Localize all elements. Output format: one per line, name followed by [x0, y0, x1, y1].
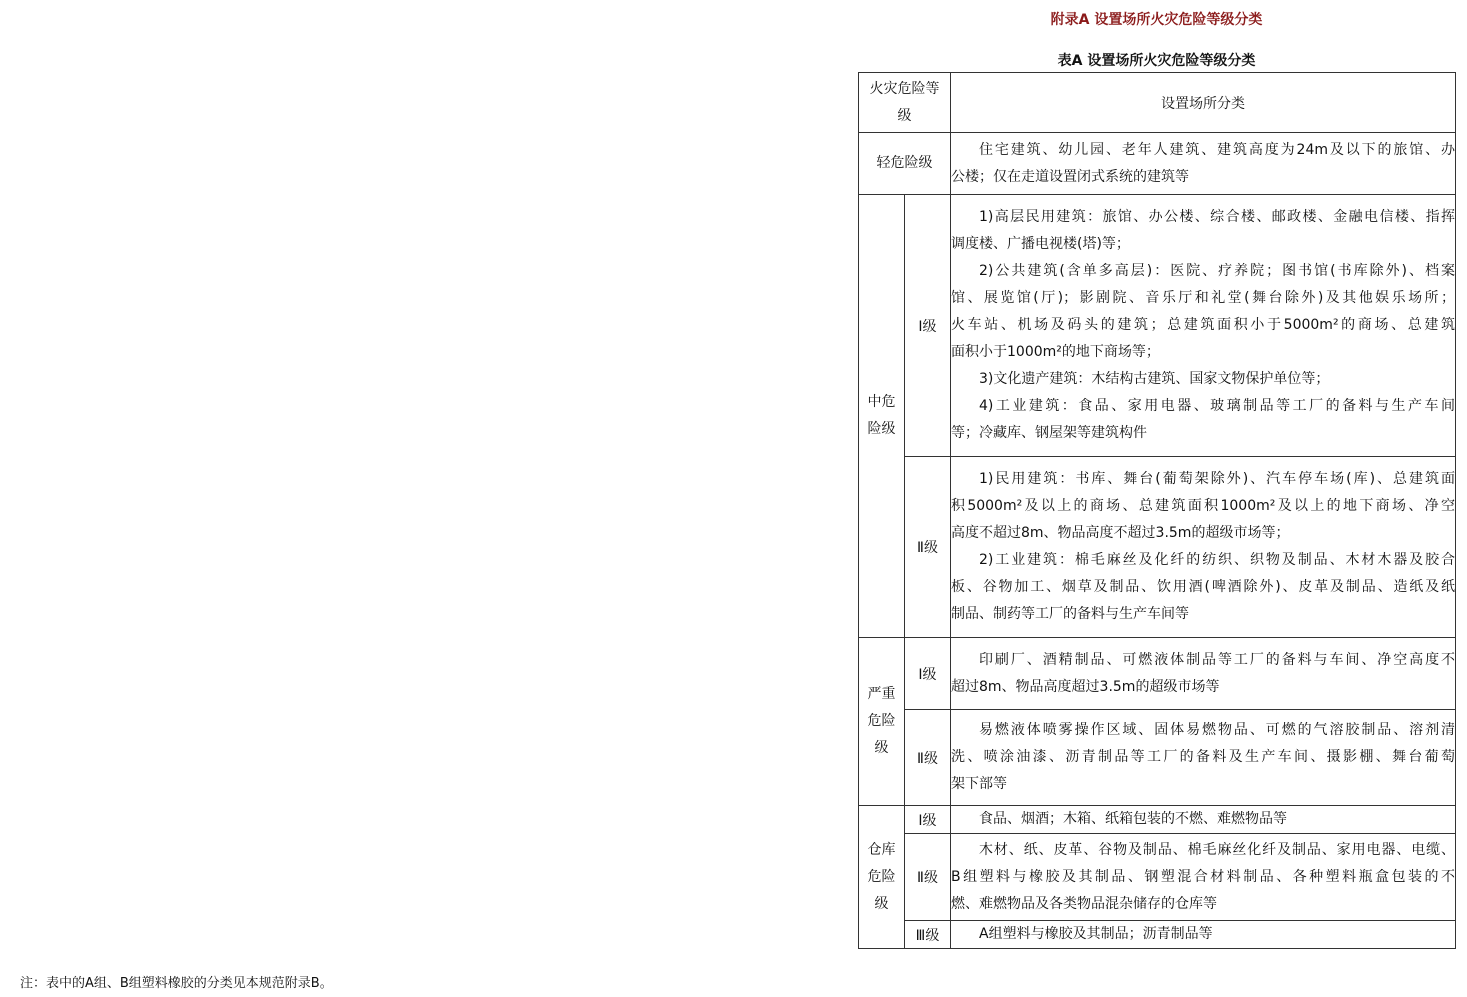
desc-line: 2)公共建筑(含单多高层)：医院、疗养院；图书馆(书库除外)、档案 [979, 263, 1455, 279]
desc-line: 燃、难燃物品及各类物品混杂储存的仓库等 [951, 895, 1217, 912]
level-medium: 中危险级 [859, 195, 905, 638]
desc-line: 馆、展览馆(厅)；影剧院、音乐厅和礼堂(舞台除外)及其他娱乐场所； [951, 290, 1455, 306]
header-classification: 设置场所分类 [951, 73, 1456, 133]
hazard-classification-table [858, 72, 1456, 949]
desc-line: 架下部等 [951, 776, 1007, 792]
table-header-row [859, 73, 1456, 133]
desc-severe-1 [951, 638, 1456, 710]
desc-warehouse-3 [951, 921, 1456, 949]
desc-warehouse-1 [951, 806, 1456, 834]
desc-warehouse-2 [951, 834, 1456, 921]
desc-line: 1)高层民用建筑：旅馆、办公楼、综合楼、邮政楼、金融电信楼、指挥 [979, 209, 1455, 225]
desc-line: 等；冷藏库、钢屋架等建筑构件 [951, 425, 1147, 441]
desc-line: 木材、纸、皮革、谷物及制品、棉毛麻丝化纤及制品、家用电器、电缆、 [979, 841, 1455, 858]
table-caption: 表A 设置场所火灾危险等级分类 [1057, 53, 1256, 69]
level-severe: 严重危险级 [859, 638, 905, 806]
header-level: 火灾危险等级 [859, 73, 951, 133]
table-row [859, 133, 1456, 195]
sub-warehouse-3: Ⅲ级 [905, 921, 951, 949]
desc-line: 板、谷物加工、烟草及制品、饮用酒(啤酒除外)、皮革及制品、造纸及纸 [951, 579, 1455, 595]
desc-medium-1 [951, 195, 1456, 457]
table-row [859, 457, 1456, 638]
desc-line: 调度楼、广播电视楼(塔)等； [951, 236, 1130, 252]
sub-medium-1: Ⅰ级 [905, 195, 951, 457]
desc-line: 火车站、机场及码头的建筑；总建筑面积小于5000m²的商场、总建筑 [951, 317, 1455, 333]
desc-line: 易燃液体喷雾操作区域、固体易燃物品、可燃的气溶胶制品、溶剂清 [979, 722, 1455, 738]
footnote: 注：表中的A组、B组塑料橡胶的分类见本规范附录B。 [20, 976, 333, 991]
desc-line: 制品、制药等工厂的备料与生产车间等 [951, 606, 1189, 622]
desc-line: 印刷厂、酒精制品、可燃液体制品等工厂的备料与车间、净空高度不 [979, 651, 1455, 668]
sub-severe-1: Ⅰ级 [905, 638, 951, 710]
desc-line: 高度不超过8m、物品高度不超过3.5m的超级市场等； [951, 525, 1290, 541]
table-row [859, 638, 1456, 710]
sub-medium-2: Ⅱ级 [905, 457, 951, 638]
desc-line: 食品、烟酒；木箱、纸箱包装的不燃、难燃物品等 [979, 811, 1287, 827]
sub-warehouse-1: Ⅰ级 [905, 806, 951, 834]
sub-severe-2: Ⅱ级 [905, 710, 951, 806]
desc-line: 洗、喷涂油漆、沥青制品等工厂的备料及生产车间、摄影棚、舞台葡萄 [951, 749, 1455, 765]
desc-line: 面积小于1000m²的地下商场等； [951, 344, 1160, 360]
desc-line: 公楼；仅在走道设置闭式系统的建筑等 [951, 168, 1189, 185]
desc-line: 3)文化遗产建筑：木结构古建筑、国家文物保护单位等； [979, 371, 1330, 387]
level-light: 轻危险级 [859, 133, 951, 195]
desc-line: 住宅建筑、幼儿园、老年人建筑、建筑高度为24m及以下的旅馆、办 [979, 141, 1455, 158]
desc-line: 2)工业建筑：棉毛麻丝及化纤的纺织、织物及制品、木材木器及胶合 [979, 552, 1455, 568]
desc-line: 1)民用建筑：书库、舞台(葡萄架除外)、汽车停车场(库)、总建筑面 [979, 471, 1455, 487]
desc-light [951, 133, 1456, 195]
table-row [859, 834, 1456, 921]
desc-severe-2 [951, 710, 1456, 806]
desc-line: 超过8m、物品高度超过3.5m的超级市场等 [951, 678, 1220, 695]
table-row [859, 921, 1456, 949]
sub-warehouse-2: Ⅱ级 [905, 834, 951, 921]
desc-line: A组塑料与橡胶及其制品；沥青制品等 [979, 926, 1213, 942]
table-row [859, 710, 1456, 806]
table-row [859, 806, 1456, 834]
level-warehouse: 仓库危险级 [859, 806, 905, 949]
desc-medium-2 [951, 457, 1456, 638]
desc-line: 积5000m²及以上的商场、总建筑面积1000m²及以上的地下商场、净空 [951, 498, 1455, 514]
desc-line: B组塑料与橡胶及其制品、钢塑混合材料制品、各种塑料瓶盒包装的不 [951, 868, 1455, 885]
desc-line: 4)工业建筑：食品、家用电器、玻璃制品等工厂的备料与生产车间 [979, 398, 1455, 414]
appendix-title: 附录A 设置场所火灾危险等级分类 [1050, 12, 1263, 28]
table-row [859, 195, 1456, 457]
